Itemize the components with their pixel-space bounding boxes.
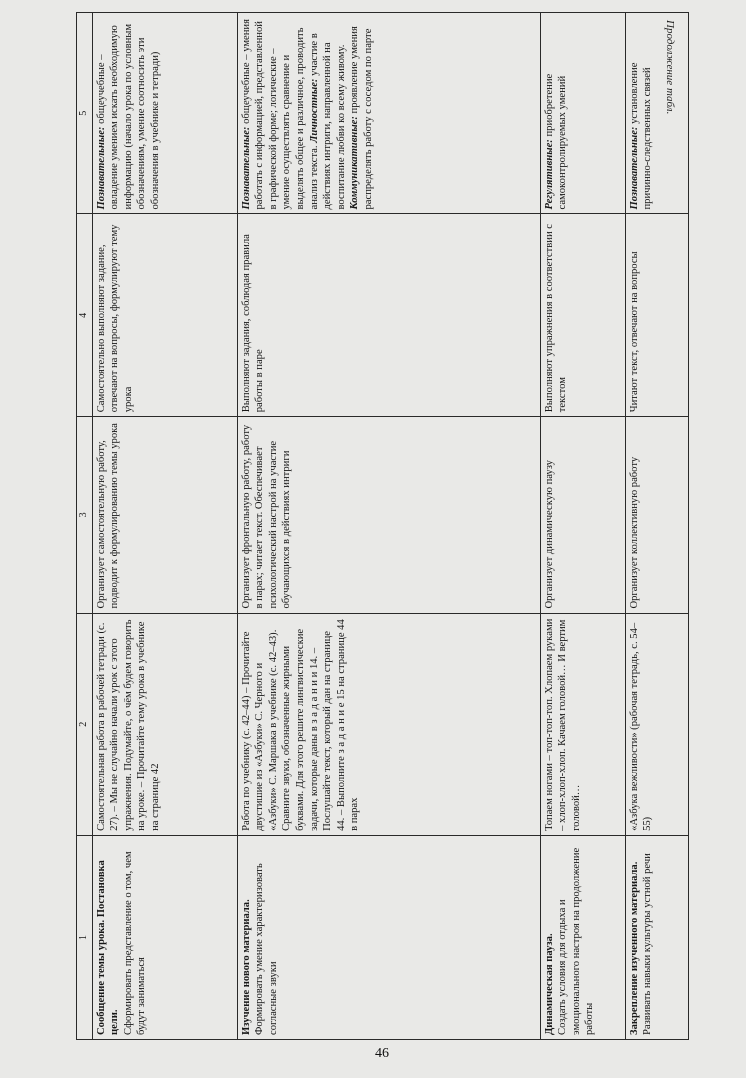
stage-cell (92, 835, 237, 1039)
stage-cell (540, 835, 625, 1039)
uud-label: Познавательные: (628, 126, 640, 210)
stage-goal: Сформировать представление о том, чем будут заниматься (122, 851, 148, 1035)
content-cell: «Азбука вежливости» (рабочая тетрадь, с. 54–55) (625, 613, 688, 835)
uud-text: участие в действиях интриги, направленной на воспитание любви ко всему живому. (308, 33, 347, 210)
header-cell: 4 (77, 214, 93, 417)
content-cell: Самостоятельная работа в рабочей тетради (с. 27). – Мы не случайно начали урок с этого упражнения. Подумайте, о чём будем говорить на уроке. – Прочитайте тему урока в учебнике на странице 42 (92, 613, 237, 835)
content-cell: Топаем ногами – топ-топ-топ. Хлопаем руками – хлоп-хлоп-хлоп. Качаем головой… И вертим головой… (540, 613, 625, 835)
lesson-table (76, 12, 689, 1040)
stage-cell (237, 835, 540, 1039)
stage-goal: Формировать умение характеризовать согласные звуки (254, 863, 279, 1035)
stage-goal: Создать условия для отдыха и эмоционального настроя на продолжение работы (557, 847, 596, 1035)
stage-goal: Развивать навыки культуры устной речи (642, 853, 654, 1035)
stage-cell (625, 835, 688, 1039)
header-cell: 3 (77, 417, 93, 613)
teacher-cell: Организует фронтальную работу, работу в парах; читает текст. Обеспечивает психологический настрой на участие обучающихся в действиях интриги (237, 417, 540, 613)
table-row (625, 13, 688, 1040)
rotated-page (76, 12, 686, 1040)
uud-label: Личностные: (308, 78, 320, 143)
uud-text: проявление умения распределять работу с соседом по парте (349, 26, 374, 210)
stage-title: Закрепление изученного материала. (628, 861, 640, 1035)
students-cell: Самостоятельно выполняют задание, отвечают на вопросы, формулируют тему урока (92, 214, 237, 417)
table-row (540, 13, 625, 1040)
students-cell: Выполняют упражнения в соответствии с текстом (540, 214, 625, 417)
uud-text: установление причинно-следственных связей (628, 62, 654, 210)
teacher-cell: Организует динамическую паузу (540, 417, 625, 613)
uud-cell (237, 13, 540, 215)
students-cell: Читают текст, отвечают на вопросы (625, 214, 688, 417)
uud-label: Познавательные: (95, 126, 107, 210)
uud-cell (92, 13, 237, 215)
teacher-cell: Организует самостоятельную работу, подводит к формулированию темы урока (92, 417, 237, 613)
uud-text: приобретение самоконтролируемых умений (543, 73, 569, 210)
uud-text: общеучебные – умения работать с информацией, представленной в графической форме; логические – умение осуществлять сравнение и выделять общее и различное, проводить анализ текста. (240, 19, 320, 210)
content-cell: Работа по учебнику (с. 42–44) – Прочитайте двустишие из «Азбуки» С. Черного и «Азбуки» С. Маршака в учебнике (с. 42–43). Сравните звуки, обозначенные жирными буквами. Для этого решите лингвистические задачи, которые даны в з а д а н и и 14. – Послушайте текст, который дан на странице 44. – Выполните з а д а н и е 15 на странице 44 в парах (237, 613, 540, 835)
header-row (77, 13, 93, 1040)
stage-title: Динамическая пауза. (543, 933, 555, 1035)
header-cell: 5 (77, 13, 93, 215)
uud-label: Коммуникативные: (349, 116, 361, 210)
uud-label: Познавательные: (240, 126, 252, 210)
students-cell: Выполняют задания, соблюдая правила работы в паре (237, 214, 540, 417)
uud-label: Регулятивные: (543, 139, 555, 210)
stage-title: Изучение нового материала. (240, 899, 252, 1035)
uud-cell (625, 13, 688, 215)
header-cell: 2 (77, 613, 93, 835)
uud-cell (540, 13, 625, 215)
page-number: 46 (375, 1046, 389, 1061)
header-cell: 1 (77, 835, 93, 1039)
uud-text: общеучебные – овладение умением искать необходимую информацию (начало урока по условным обозначениям, умение соотносить эти обозначения в учебнике и тетради) (95, 23, 161, 210)
table-row (237, 13, 540, 1040)
table-row (92, 13, 237, 1040)
stage-title: Сообщение темы урока. Постановка цели. (95, 860, 121, 1035)
teacher-cell: Организует коллективную работу (625, 417, 688, 613)
continuation-label: Продолжение табл. (664, 20, 676, 115)
